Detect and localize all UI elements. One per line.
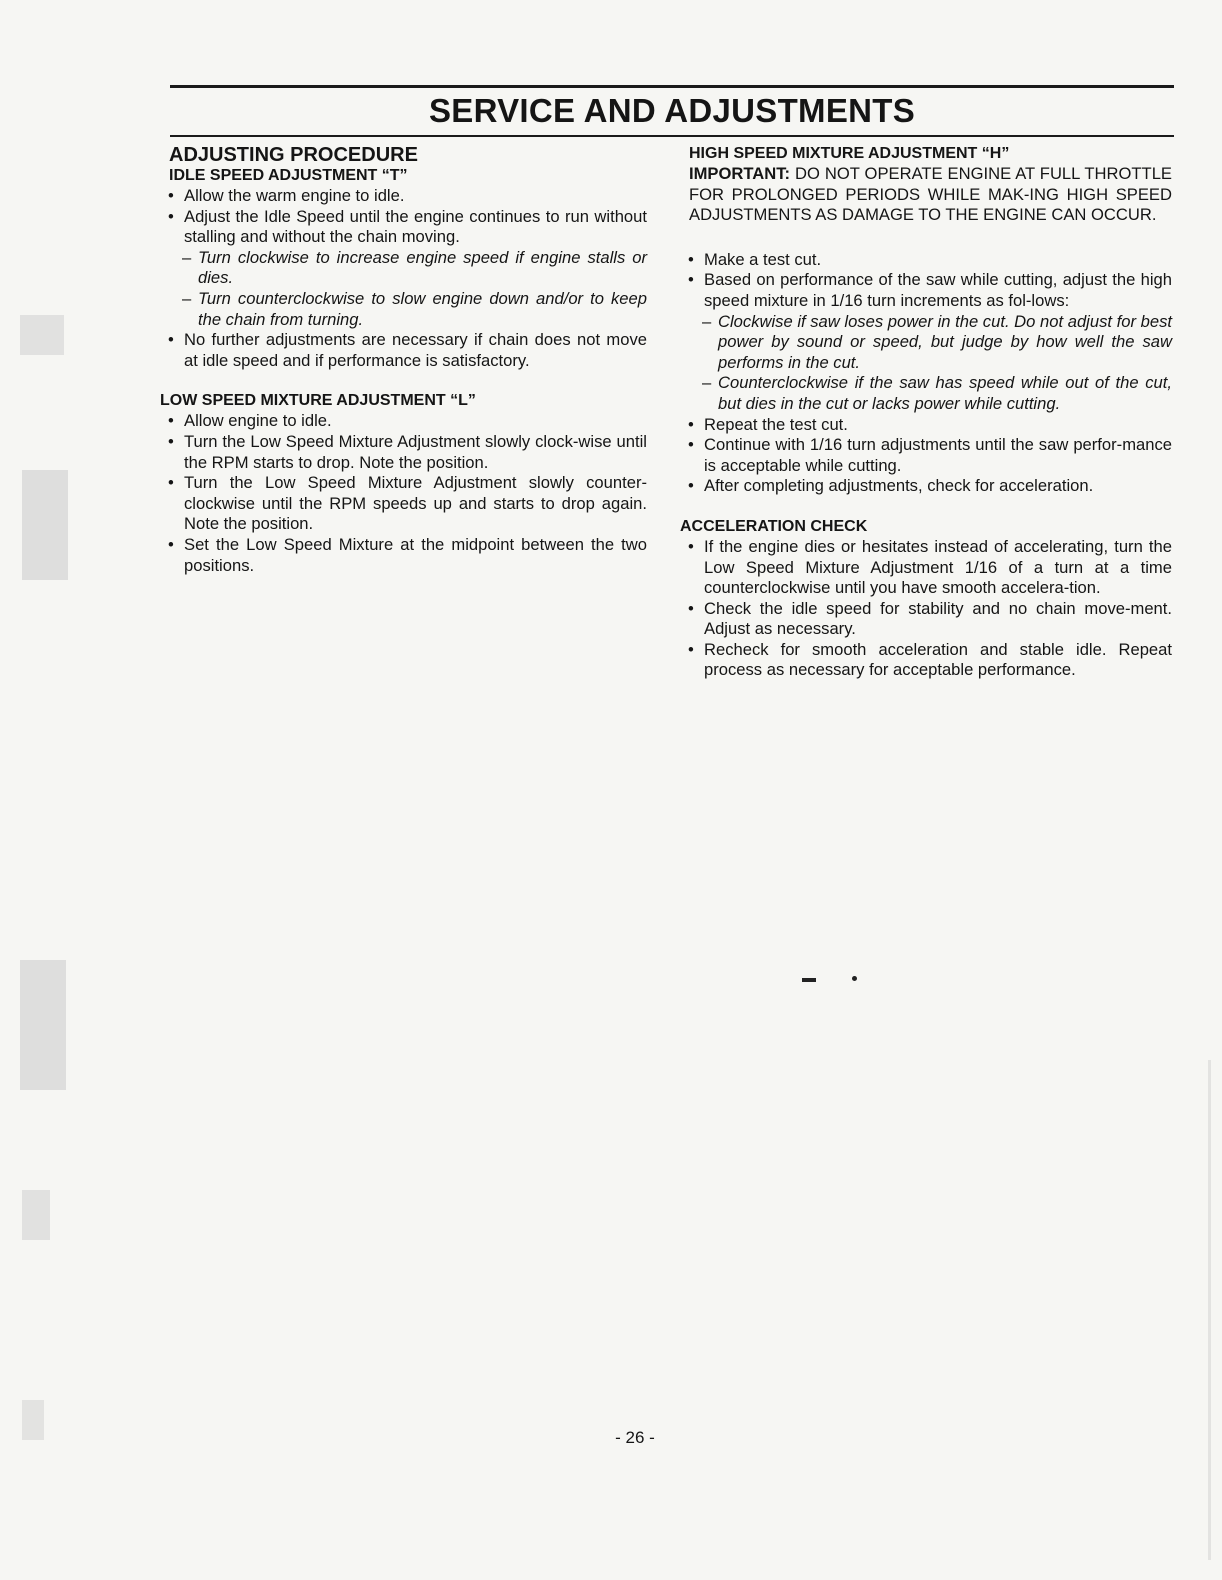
list-item: • Recheck for smooth acceleration and stable idle. Repeat process as necessary for acceptable performance.	[680, 640, 1172, 681]
list-item	[160, 207, 647, 331]
high-speed-list	[680, 250, 1172, 497]
page-title: SERVICE AND ADJUSTMENTS	[428, 92, 916, 129]
scan-mark	[852, 976, 857, 981]
sub-item: – Counterclockwise if the saw has speed while out of the cut, but dies in the cut or lacks power while cutting.	[680, 373, 1172, 414]
adjusting-procedure-heading: ADJUSTING PROCEDURE	[169, 144, 418, 166]
low-speed-heading: LOW SPEED MIXTURE ADJUSTMENT “L”	[160, 392, 476, 410]
scan-artifact	[22, 1190, 50, 1240]
list-item: • Allow engine to idle.	[160, 411, 647, 432]
list-item: • Repeat the test cut.	[680, 415, 1172, 436]
acceleration-list	[680, 537, 1172, 681]
scan-artifact	[22, 470, 68, 580]
list-item: • If the engine dies or hesitates instead of accelerating, turn the Low Speed Mixture Adjustment 1/16 of a turn at a time counterclockwise until you have smooth accelera-tion.	[680, 537, 1172, 599]
scan-edge	[1208, 1060, 1211, 1560]
right-column	[680, 144, 1172, 681]
idle-speed-list	[160, 186, 647, 371]
important-text: DO NOT OPERATE ENGINE AT FULL THROTTLE FOR PROLONGED PERIODS WHILE MAK-ING HIGH SPEED ADJUSTMENTS AS DAMAGE TO THE ENGINE CAN OCCUR.	[689, 164, 1172, 225]
important-notice	[689, 164, 1172, 226]
scan-artifact	[20, 315, 64, 355]
low-speed-list	[160, 411, 647, 576]
scan-artifact	[20, 960, 66, 1090]
list-item: • Set the Low Speed Mixture at the midpoint between the two positions.	[160, 535, 647, 576]
scan-mark	[802, 978, 816, 982]
list-item: • Turn the Low Speed Mixture Adjustment slowly clock-wise until the RPM starts to drop. Note the position.	[160, 432, 647, 473]
title-top-rule	[170, 85, 1174, 88]
title-bottom-rule	[170, 135, 1174, 137]
idle-speed-heading: IDLE SPEED ADJUSTMENT “T”	[169, 167, 408, 184]
list-item: • No further adjustments are necessary if chain does not move at idle speed and if performance is satisfactory.	[160, 330, 647, 371]
left-column	[160, 144, 647, 576]
list-item	[680, 270, 1172, 414]
list-item: • Make a test cut.	[680, 250, 1172, 271]
list-item: • Check the idle speed for stability and no chain move-ment. Adjust as necessary.	[680, 599, 1172, 640]
page-number: - 26 -	[615, 1428, 655, 1447]
list-item-text: • Adjust the Idle Speed until the engine continues to run without stalling and without the chain moving.	[184, 206, 647, 247]
high-speed-heading: HIGH SPEED MIXTURE ADJUSTMENT “H”	[689, 145, 1010, 162]
acceleration-check-heading: ACCELERATION CHECK	[680, 517, 868, 535]
list-item-text: • Based on performance of the saw while cutting, adjust the high speed mixture in 1/16 turn increments as fol-lows:	[704, 270, 1172, 310]
list-item: • Allow the warm engine to idle.	[160, 186, 647, 207]
list-item: • Turn the Low Speed Mixture Adjustment slowly counter-clockwise until the RPM speeds up and starts to drop again. Note the position.	[160, 473, 647, 535]
sub-item: – Clockwise if saw loses power in the cut. Do not adjust for best power by sound or speed, but judge by how well the saw performs in the cut.	[680, 312, 1172, 374]
important-label: IMPORTANT:	[689, 164, 791, 183]
list-item: • Continue with 1/16 turn adjustments until the saw perfor-mance is acceptable while cutting.	[680, 435, 1172, 476]
sub-item: – Turn clockwise to increase engine speed if engine stalls or dies.	[160, 248, 647, 289]
list-item: • After completing adjustments, check for acceleration.	[680, 476, 1172, 497]
sub-item: – Turn counterclockwise to slow engine down and/or to keep the chain from turning.	[160, 289, 647, 330]
